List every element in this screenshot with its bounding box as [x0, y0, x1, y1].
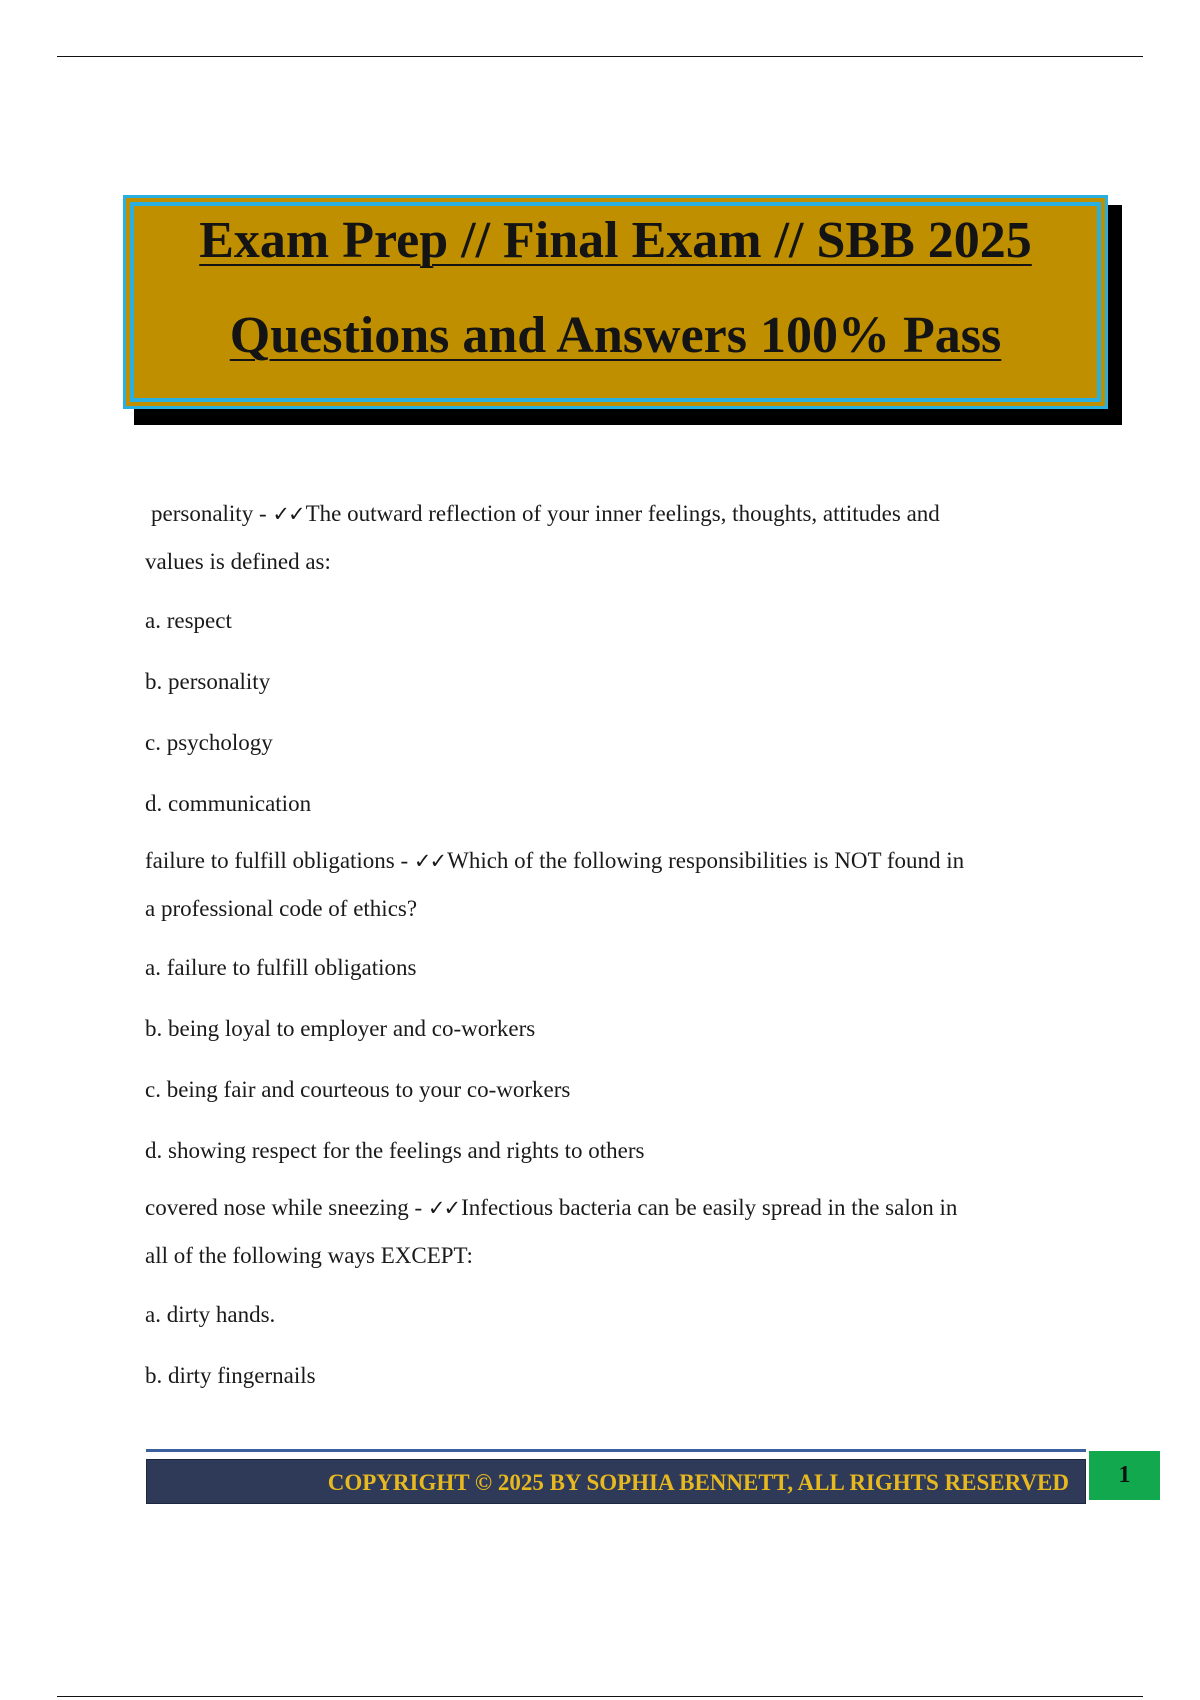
option-c: c. being fair and courteous to your co-workers	[145, 1077, 571, 1102]
question-line-1: Infectious bacteria can be easily spread in the salon in	[461, 1195, 958, 1220]
answer-text: covered nose while sneezing -	[145, 1195, 428, 1220]
question-line-2: a professional code of ethics?	[145, 896, 418, 921]
answer-text: personality -	[151, 501, 273, 526]
question-list	[145, 490, 1095, 1409]
option-d: d. showing respect for the feelings and rights to others	[145, 1138, 645, 1163]
option-b: b. being loyal to employer and co-workers	[145, 1016, 536, 1041]
title-banner	[123, 195, 1108, 409]
page-number-box	[1089, 1451, 1160, 1500]
option-a: a. respect	[145, 608, 232, 633]
bottom-rule	[57, 1696, 1143, 1697]
option-b: b. dirty fingernails	[145, 1363, 316, 1388]
question-block-1	[145, 490, 1095, 837]
question-line-2: values is defined as:	[145, 549, 331, 574]
top-rule	[57, 56, 1143, 57]
double-check-icon: ✓✓	[427, 1196, 460, 1220]
question-line-2: all of the following ways EXCEPT:	[145, 1243, 473, 1268]
question-text	[145, 1184, 1095, 1279]
option-a: a. dirty hands.	[145, 1302, 276, 1327]
option-c: c. psychology	[145, 730, 273, 755]
question-text	[145, 837, 1095, 932]
question-line-1: The outward reflection of your inner feelings, thoughts, attitudes and	[305, 501, 940, 526]
page-number: 1	[1118, 1462, 1131, 1488]
double-check-icon: ✓✓	[413, 849, 446, 873]
document-title-line-2: Questions and Answers 100% Pass	[229, 307, 1002, 364]
double-check-icon: ✓✓	[272, 502, 304, 526]
option-b: b. personality	[145, 669, 271, 694]
question-block-3	[145, 1184, 1095, 1409]
answer-text: failure to fulfill obligations -	[145, 848, 414, 873]
question-line-1: Which of the following responsibilities is NOT found in	[447, 848, 965, 873]
option-d: d. communication	[145, 791, 312, 816]
copyright-notice: COPYRIGHT © 2025 BY SOPHIA BENNETT, ALL RIGHTS RESERVED	[327, 1470, 1069, 1495]
option-a: a. failure to fulfill obligations	[145, 955, 417, 980]
footer-accent-line	[146, 1449, 1086, 1452]
footer-bar	[146, 1459, 1086, 1504]
question-text	[145, 490, 1095, 585]
document-title-line-1: Exam Prep // Final Exam // SBB 2025	[199, 212, 1032, 269]
question-block-2	[145, 837, 1095, 1184]
